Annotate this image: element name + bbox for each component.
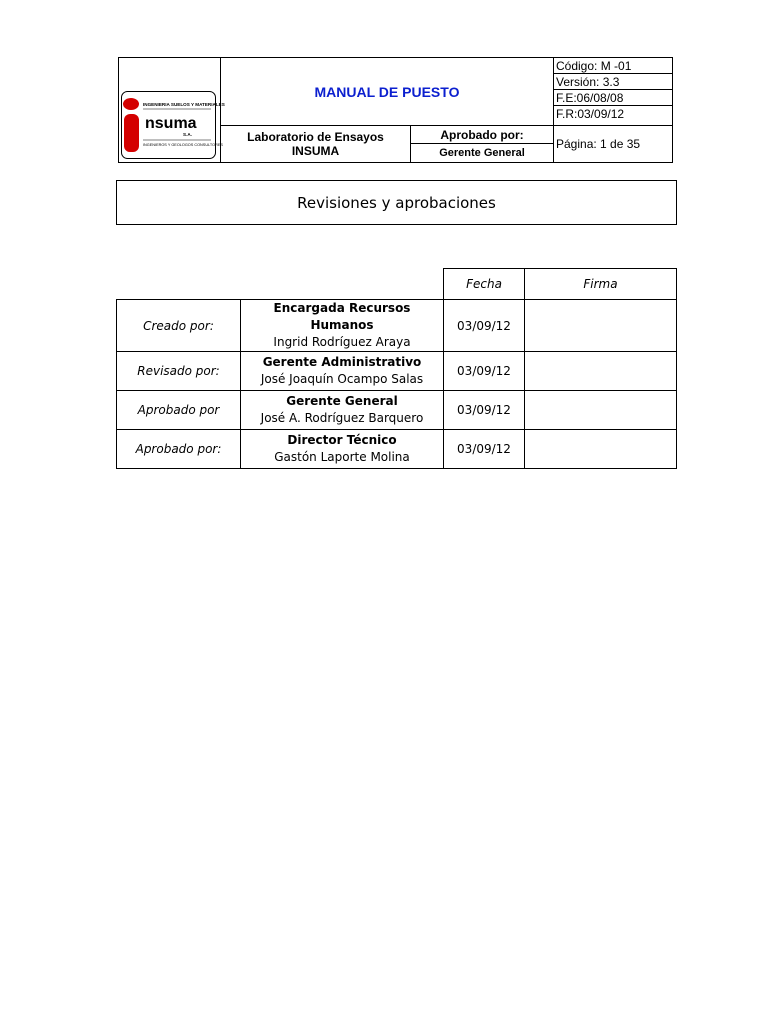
company-logo	[121, 91, 225, 159]
lab-name-line2: INSUMA	[291, 144, 340, 158]
logo-top-text: INGENIERIA SUELOS Y MATERIALES	[143, 102, 225, 107]
person-cell	[241, 300, 444, 352]
position-title: Gerente General	[286, 394, 398, 408]
signature-cell[interactable]	[525, 430, 677, 469]
date-cell: 03/09/12	[444, 391, 525, 430]
position-title: Director Técnico	[287, 433, 397, 447]
logo-bottom-text: INGENIEROS Y GEOLOGOS CONSULTORES	[143, 143, 223, 147]
date-cell: 03/09/12	[444, 430, 525, 469]
codigo-field: Código: M -01	[554, 58, 672, 74]
revisions-table	[116, 268, 677, 469]
role-cell: Creado por:	[117, 300, 241, 352]
lab-name-cell	[221, 126, 411, 162]
table-row	[117, 300, 677, 352]
column-header-fecha: Fecha	[444, 269, 525, 300]
signature-cell[interactable]	[525, 352, 677, 391]
person-cell	[241, 430, 444, 469]
fr-field: F.R:03/09/12	[554, 106, 672, 126]
position-title: Encargada Recursos Humanos	[273, 301, 411, 332]
logo-brand-text: nsuma	[145, 115, 197, 132]
section-title: Revisiones y aprobaciones	[116, 180, 677, 225]
column-header-firma: Firma	[525, 269, 677, 300]
document-header	[118, 57, 673, 163]
person-name: Ingrid Rodríguez Araya	[273, 335, 411, 349]
table-row	[117, 430, 677, 469]
approved-by-value: Gerente General	[411, 144, 554, 162]
position-title: Gerente Administrativo	[262, 355, 422, 369]
approved-by-label: Aprobado por:	[411, 126, 554, 144]
page-number: Página: 1 de 35	[556, 137, 641, 151]
date-cell: 03/09/12	[444, 352, 525, 391]
table-header-row	[117, 269, 677, 300]
role-cell: Revisado por:	[117, 352, 241, 391]
signature-cell[interactable]	[525, 391, 677, 430]
table-row	[117, 391, 677, 430]
role-cell: Aprobado por	[117, 391, 241, 430]
fe-field: F.E:06/08/08	[554, 90, 672, 106]
lab-name-line1: Laboratorio de Ensayos	[247, 130, 384, 144]
person-name: Gastón Laporte Molina	[274, 450, 410, 464]
signature-cell[interactable]	[525, 300, 677, 352]
role-cell: Aprobado por:	[117, 430, 241, 469]
manual-title: MANUAL DE PUESTO	[221, 58, 554, 126]
date-cell: 03/09/12	[444, 300, 525, 352]
person-cell	[241, 352, 444, 391]
person-name: José A. Rodríguez Barquero	[260, 411, 424, 425]
version-field: Versión: 3.3	[554, 74, 672, 90]
logo-suffix-text: S.A.	[183, 132, 192, 137]
person-cell	[241, 391, 444, 430]
table-row	[117, 352, 677, 391]
logo-cell	[119, 58, 225, 162]
person-name: José Joaquín Ocampo Salas	[260, 372, 424, 386]
